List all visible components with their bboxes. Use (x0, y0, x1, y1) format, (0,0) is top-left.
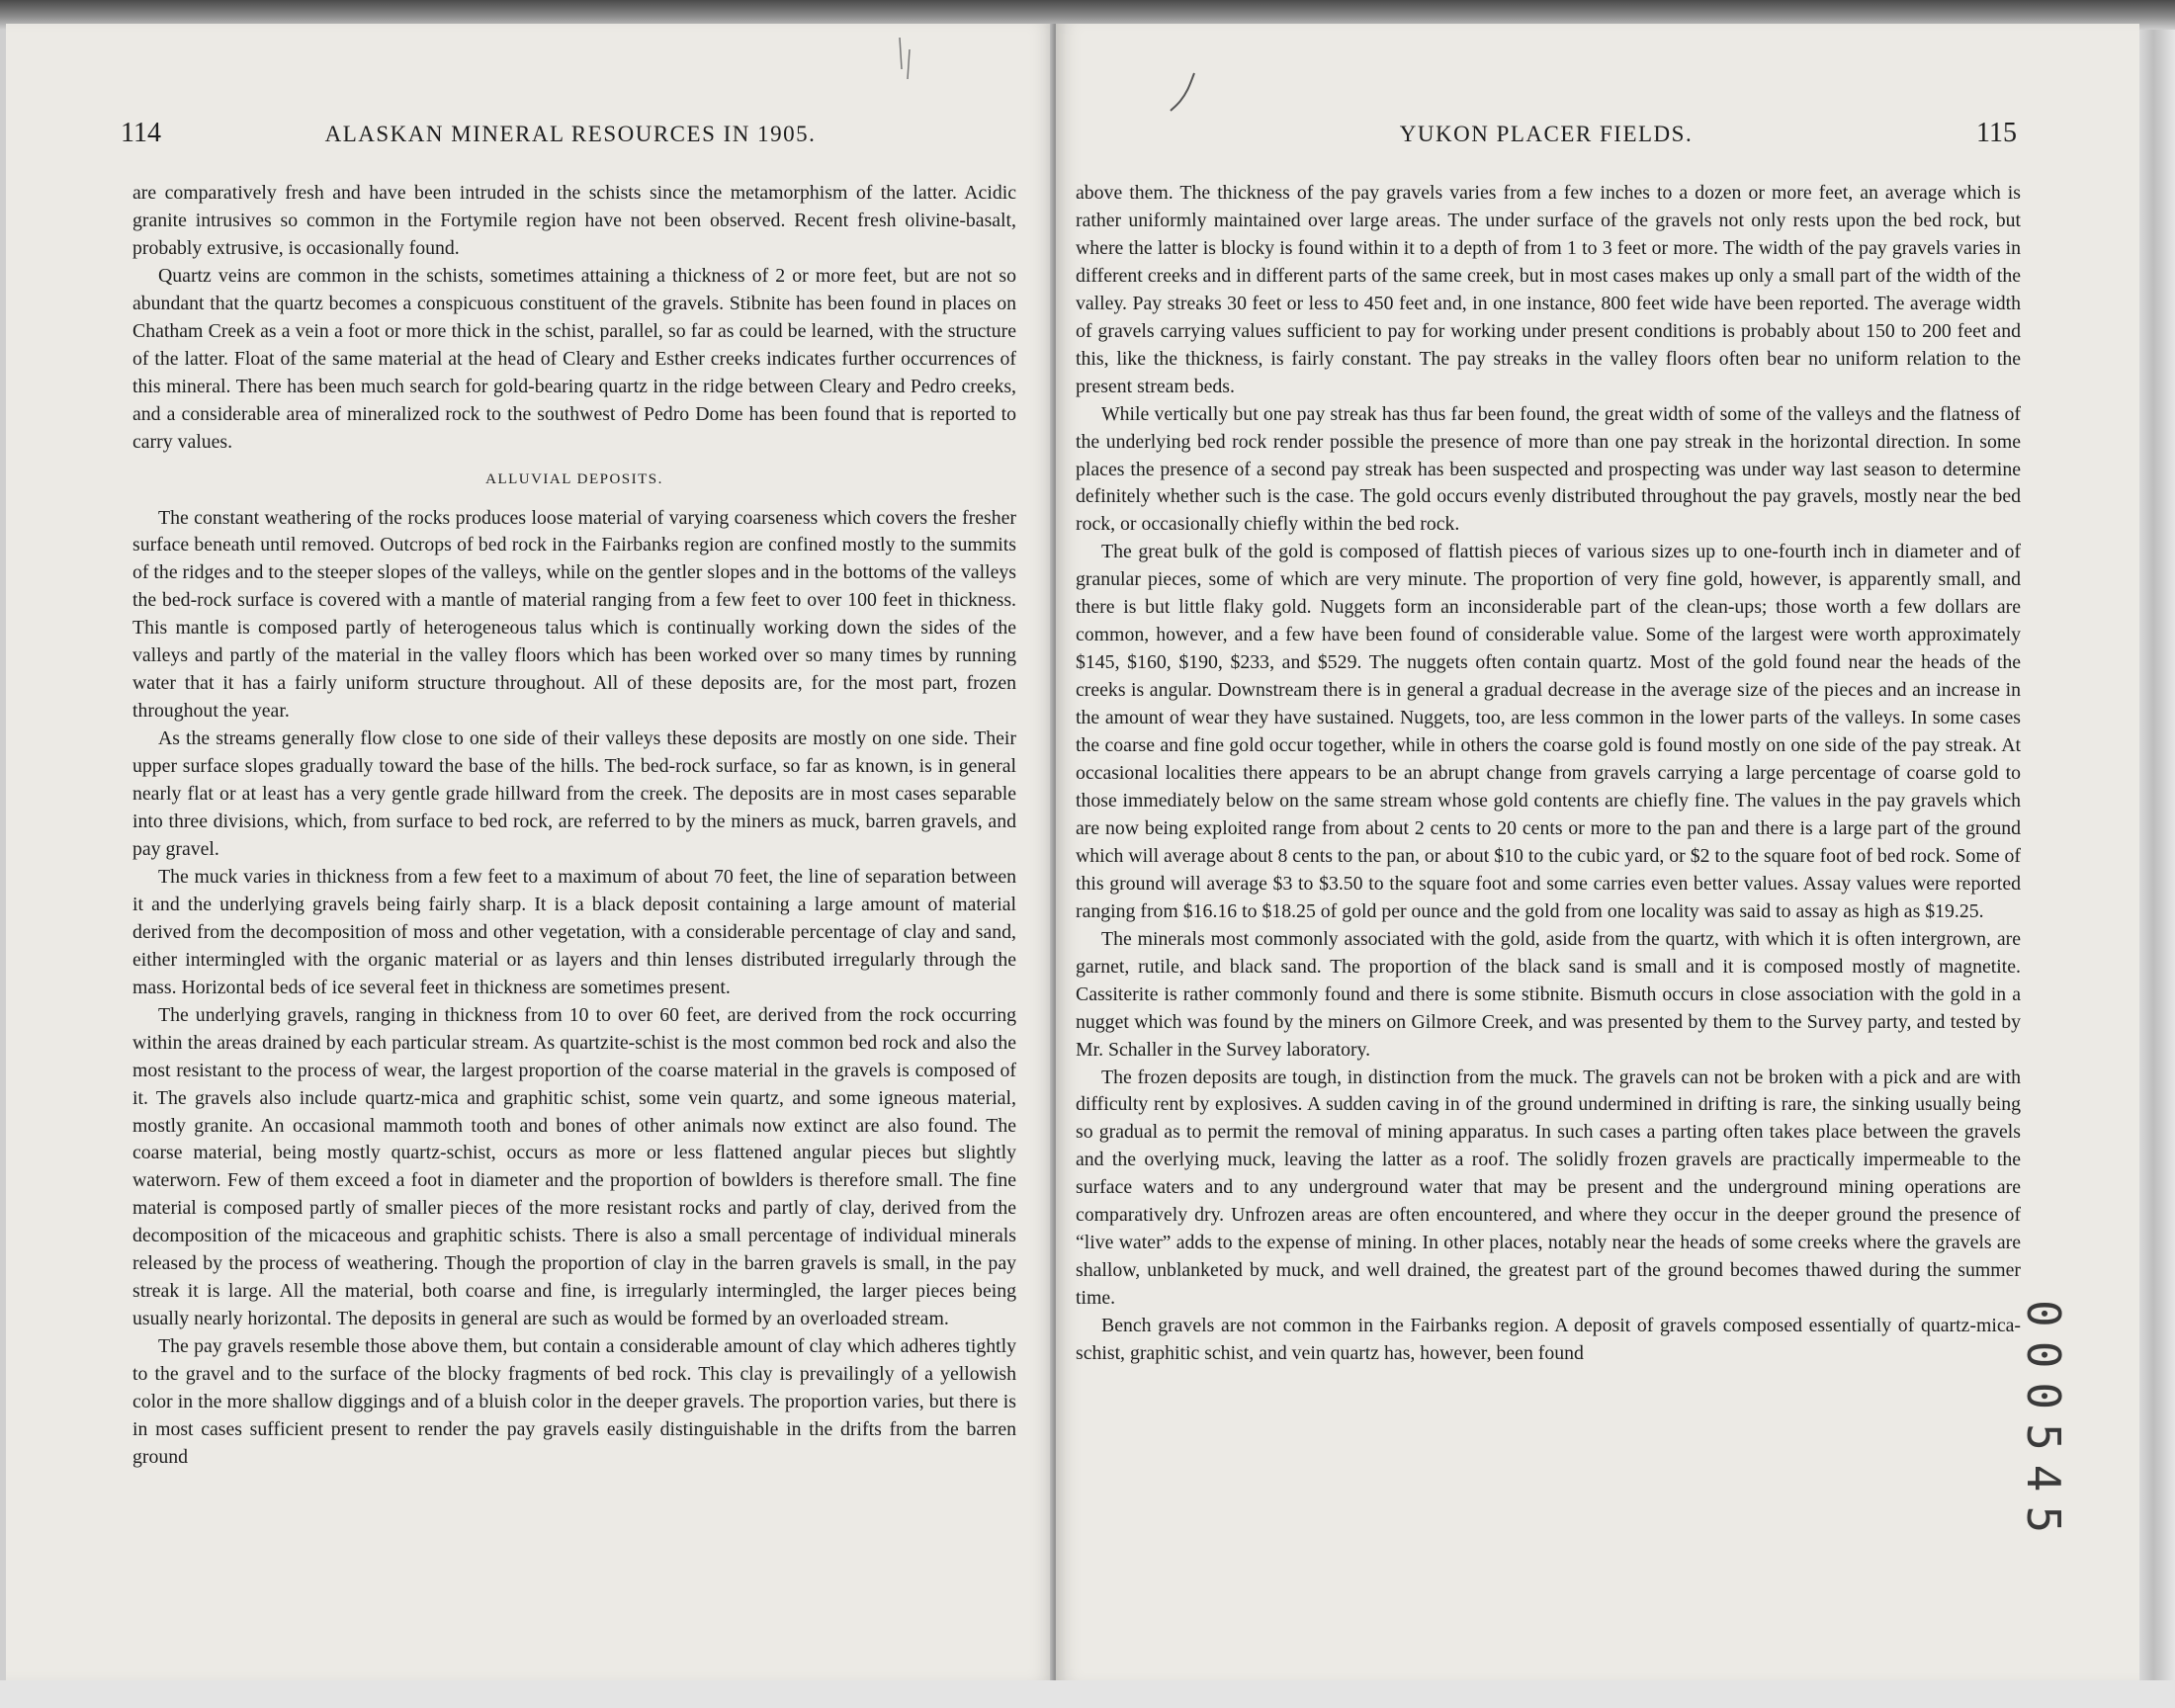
paragraph: The underlying gravels, ranging in thickness from 10 to over 60 feet, are derived from the rock occurring within the areas drained by each particular stream. As quartzite-schist is the most common bed rock and also the most resistant to the process of wear, the largest proportion of the coarse material in the gravels is composed of it. The gravels also include quartz-mica and graphitic schist, some vein quartz, and some igneous material, mostly granite. An occasional mammoth tooth and bones of other animals now extinct are also found. The coarse material, being mostly quartz-schist, occurs as more or less flattened angular pieces but slightly waterworn. Few of them exceed a foot in diameter and the proportion of bowlders is therefore small. The fine material is composed partly of smaller pieces of the more resistant rocks and partly of clay, derived from the decomposition of the micaceous and graphitic schists. There is also a small percentage of individual minerals released by the process of weathering. Though the proportion of clay in the barren gravels is small, in the pay streak it is large. All the material, both coarse and fine, is irregularly intermingled, the larger pieces being usually nearly horizontal. The deposits in general are such as would be formed by an overloaded stream. (132, 1003, 1016, 1330)
right-page-body (1076, 180, 2021, 1368)
paragraph: above them. The thickness of the pay gravels varies from a few inches to a dozen or more feet, an average which is rather uniformly maintained over large areas. The under surface of the gravels not only rests upon the bed rock, but where the latter is blocky is found within it to a depth of from 1 to 3 feet or more. The width of the pay gravels varies in different creeks and in different parts of the same creek, but in most cases makes up only a small part of the width of the valley. Pay streaks 30 feet or less to 450 feet and, in one instance, 800 feet wide have been reported. The average width of gravels carrying values sufficient to pay for working under present conditions is probably about 150 to 200 feet and this, like the thickness, is fairly constant. The pay streaks in the valley floors often bear no uniform relation to the present stream beds. (1076, 182, 2021, 397)
right-page-number: 115 (1976, 118, 2017, 148)
stamp-number-text: 000545 (2017, 1300, 2070, 1548)
paragraph: are comparatively fresh and have been intruded in the schists since the metamorphism of the latter. Acidic granite intrusives so common in the Fortymile region have not been observed. Recent fresh olivine-basalt, probably extrusive, is occasionally found. (132, 182, 1016, 259)
paragraph: Quartz veins are common in the schists, sometimes attaining a thickness of 2 or more feet, but are not so abundant that the quartz becomes a conspicuous constituent of the gravels. Stibnite has been found in places on Chatham Creek as a vein a foot or more thick in the schist, parallel, so far as could be learned, with the structure of the latter. Float of the same material at the head of Cleary and Esther creeks indicates further occurrences of this mineral. There has been much search for gold-bearing quartz in the ridge between Cleary and Pedro creeks, and a considerable area of mineralized rock to the southwest of Pedro Dome has been found that is reported to carry values. (132, 264, 1016, 453)
scan-bottom-margin (0, 1680, 2175, 1708)
left-running-head: ALASKAN MINERAL RESOURCES IN 1905. (324, 122, 817, 146)
paragraph: As the streams generally flow close to one side of their valleys these deposits are mostly on one side. Their upper surface slopes gradually toward the base of the hills. The bed-rock surface, so far as known, is in general nearly flat or at least has a very gentle grade hillward from the creek. The deposits are in most cases separable into three divisions, which, from surface to bed rock, are referred to by the miners as muck, barren gravels, and pay gravel. (132, 727, 1016, 860)
paragraph: The minerals most commonly associated with the gold, aside from the quartz, with which it is often intergrown, are garnet, rutile, and black sand. The proportion of the black sand is small and it is composed mostly of magnetite. Cassiterite is rather commonly found and there is some stibnite. Bismuth occurs in close association with the gold in a nugget which was found by the miners on Gilmore Creek, and was presented by them to the Survey party, and tested by Mr. Schaller in the Survey laboratory. (1076, 927, 2021, 1061)
paragraph: The great bulk of the gold is composed of flattish pieces of various sizes up to one-fourth inch in diameter and of granular pieces, some of which are very minute. The proportion of very fine gold, however, is apparently small, and there is but little flaky gold. Nuggets form an inconsiderable part of the clean-ups; those worth a few dollars are common, however, and a few have been found of considerable value. Some of the largest were worth approximately $145, $160, $190, $233, and $529. The nuggets often contain quartz. Most of the gold found near the heads of the creeks is angular. Downstream there is in general a gradual decrease in the average size of the pieces and an increase in the amount of wear they have sustained. Nuggets, too, are less common in the lower parts of the valleys. In some cases the coarse and fine gold occur together, while in others the coarse gold is found mostly on one side of the pay streak. At occasional localities there appears to be an abrupt change from gravels carrying a large percentage of coarse gold to those immediately below on the same stream whose gold contents are chiefly fine. The values in the pay gravels which are now being exploited range from about 2 cents to 20 cents or more to the pan and there is a large part of the ground which will average about 8 cents to the pan, or about $10 to the cubic yard, or $2 to the square foot of bed rock. Some of this ground will average $3 to $3.50 to the square foot and some carries even better values. Assay values were reported ranging from $16.16 to $18.25 of gold per ounce and the gold from one locality was said to assay as high as $19.25. (1076, 541, 2021, 922)
paragraph: While vertically but one pay streak has thus far been found, the great width of some of the valleys and the flatness of the underlying bed rock render possible the presence of more than one pay streak in the horizontal direction. In some places the presence of a second pay streak has been suspected and prospecting was under way last season to determine definitely whether such is the case. The gold occurs evenly distributed throughout the pay gravels, mostly near the bed rock, or occasionally chiefly within the bed rock. (1076, 402, 2021, 536)
right-running-header (1076, 118, 2017, 157)
paragraph: The pay gravels resemble those above them, but contain a considerable amount of clay which adheres tightly to the gravel and to the surface of the blocky fragments of bed rock. This clay is prevailingly of a yellowish color in the more shallow diggings and of a bluish color in the deeper gravels. The proportion varies, but there is in most cases sufficient present to render the pay gravels easily distinguishable in the drifts from the barren ground (132, 1335, 1016, 1468)
page-edge (2139, 30, 2175, 1680)
paragraph: The constant weathering of the rocks produces loose material of varying coarseness which covers the fresher surface beneath until removed. Outcrops of bed rock in the Fairbanks region are confined mostly to the summits of the ridges and to the steeper slopes of the valleys, while on the gentler slopes and in the bottoms of the valleys the bed-rock surface is covered with a mantle of material ranging from a few feet to over 100 feet in thickness. This mantle is composed partly of heterogeneous talus which is continually working down the sides of the valleys and partly of the material in the valley floors which has been worked over so many times by running water that it has a fairly uniform structure throughout. All of these deposits are, for the most part, frozen throughout the year. (132, 506, 1016, 723)
left-page-body (132, 180, 1016, 1472)
left-page (6, 24, 1056, 1680)
pen-mark-icon (1167, 69, 1206, 119)
paragraph: The muck varies in thickness from a few feet to a maximum of about 70 feet, the line of separation between it and the underlying gravels being fairly sharp. It is a black deposit containing a large amount of material derived from the decomposition of moss and other vegetation, with a considerable percentage of clay and sand, either intermingled with the organic material or as layers and thin lenses distributed irregularly through the mass. Horizontal beds of ice several feet in thickness are sometimes present. (132, 865, 1016, 998)
paragraph: Bench gravels are not common in the Fairbanks region. A deposit of gravels composed essentially of quartz-mica-schist, graphitic schist, and vein quartz has, however, been found (1076, 1315, 2021, 1365)
paragraph: The frozen deposits are tough, in distinction from the muck. The gravels can not be broken with a pick and are with difficulty rent by explosives. A sudden caving in of the ground undermined in drifting is rare, the sinking usually being so gradual as to permit the removal of mining apparatus. In such cases a parting often takes place between the gravels and the overlying muck, leaving the latter as a roof. The solidly frozen gravels are practically impermeable to the surface waters and to any underground water that may be present and the underground mining operations are comparatively dry. Unfrozen areas are often encountered, and where they occur in the deeper ground the presence of “live water” adds to the expense of mining. In other places, notably near the heads of some creeks where the gravels are shallow, unblanketed by muck, and well drained, the greatest part of the ground becomes thawed during the summer time. (1076, 1066, 2021, 1310)
right-running-head: YUKON PLACER FIELDS. (1399, 122, 1694, 146)
right-page (1056, 24, 2139, 1680)
archive-stamp-number (2017, 1300, 2116, 1548)
left-running-header (121, 118, 1020, 157)
left-page-number: 114 (121, 118, 161, 148)
section-heading-alluvial-deposits: ALLUVIAL DEPOSITS. (485, 470, 663, 487)
pen-tick-icon (890, 30, 919, 89)
